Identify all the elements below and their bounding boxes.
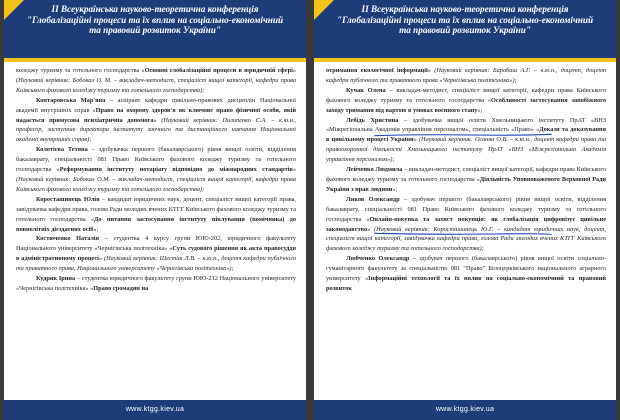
bold-text: Коросташинець Юлія [36, 195, 100, 203]
bold-text: Контаровська Мар'яна [36, 96, 106, 104]
header-line-1: II Всеукраїнська науково-теоретична конференція [361, 4, 569, 14]
bold-text: Лебідь Христина [346, 116, 399, 124]
header-accent [314, 0, 334, 20]
conference-header [314, 0, 616, 58]
bold-text: Кудрик Ірина [36, 275, 76, 283]
participant-entry [326, 86, 606, 116]
italic-text: (Науковий керівник: Оганян О.В. – к.ю.н., доцент кафедри права та правоохоронної діяльності Хмельницького інституту ПрАТ «ВНЗ «Міжрегіональна Академія управління персоналом»); [326, 136, 606, 164]
italic-text: (Науковий керівник: Пилипенко С.А. – к.ю.н., професор, заступник директора інституту заочного та дистанційного навчання Національної академії внутрішніх справ); [16, 116, 296, 144]
footer-url[interactable]: www.ktgg.kiev.ua [4, 400, 306, 420]
text-run: – студентка юридичного факультету групи ЮЮ-212 Національного університету «Чернігівська політехніка» « [16, 275, 296, 292]
right-page-text [314, 62, 616, 400]
text-run: – здобувачка вищої освіти Хмельницького інституту ПрАТ «ВНЗ «Міжрегіональна Академія управління персоналом», спеціальність «Право» « [326, 116, 606, 134]
italic-text: (Науковий керівник: Бобокал О. М. – викладач-методист, спеціаліст вищої категорії, кафедри права Київського фахового коледжу туризму та готельного господарства); [16, 76, 296, 94]
bold-text: Любченко Олександр [346, 255, 410, 263]
header-accent [4, 0, 24, 20]
bold-text: Особливості застосування запобіжного заходу тримання під вартою в умовах воєнного стану [326, 96, 606, 114]
text-run: – аспірант кафедри цивільно-правових дисциплін Національної академії внутрішніх справ « [16, 96, 297, 114]
text-run: – студентка 4 курсу групи ЮЮ-202, юридичного факультету Національного університету «Чернігівська політехніка» « [16, 235, 296, 253]
pen-underline-1 [328, 133, 598, 137]
text-run: » [153, 116, 162, 124]
text-run: » [413, 136, 419, 144]
left-page [4, 0, 306, 420]
bold-text: До питання застосування інституту піклування (помічника) до повнолітніх дієздатних осіб [16, 215, 296, 233]
bold-text: Право на охорону здоров'я як ключове право фізичної особи, якій надається примусова психіатрична допомога [16, 106, 297, 124]
text-run: – викладач-методист, спеціаліст вищої категорії, кафедри права Київського фахового коледжу туризму та готельного господарства « [326, 166, 606, 183]
text-run: – викладач-методист, спеціаліст вищої категорії, кафедри права Київського фахового коледжу туризму та готельного господарства « [326, 86, 606, 104]
bold-text: Костюченко Наталія [36, 235, 100, 243]
participant-entry [16, 274, 296, 294]
bold-text: Основні глобалізаційні процеси в юридичній сфері [144, 67, 293, 74]
text-run: »; [93, 225, 99, 233]
text-run: » [367, 225, 375, 233]
participant-entry [326, 195, 606, 254]
header-line-3: та правовий розвиток України" [89, 25, 221, 35]
participant-entry [326, 116, 606, 166]
bold-text: Колотієва Тетяна [36, 146, 88, 154]
right-page [314, 0, 616, 420]
text-run: – кандидат юридичних наук, доцент, спеціаліст вищої категорії права, завідувачка кафедри права, голова Ради молодих вчених КТГГ Київського фахового коледжу туризму та готельного господарства « [16, 195, 296, 223]
text-run: коледжу туризму та готельного господарства « [16, 67, 145, 74]
participant-entry [16, 234, 296, 274]
bold-text: Онлайн-покупка та захист покупців: як глобалізація цифровізує цивільне законодавство [326, 215, 606, 233]
text-run: » [427, 67, 435, 74]
header-line-1: II Всеукраїнська науково-теоретична конференція [51, 4, 259, 14]
participant-entry [16, 96, 296, 146]
text-run: »; [392, 185, 398, 193]
text-run: » [292, 67, 296, 74]
participant-entry [16, 66, 296, 96]
bold-text: Кучак Олена [346, 86, 386, 94]
bold-text: Реформування інституту нотаріату відповідно до міжнародних стандартів [59, 166, 293, 174]
italic-text: (Науковий керівник: Барабаш А.Г. – к.ю.н., доцент, доцент кафедри публічного та приватного права «Чернігівська політехніка»); [326, 67, 607, 84]
text-run: » [292, 166, 296, 174]
italic-text: (Науковий керівник: Бобокал О.М. – викладач-методист, спеціаліст вищої категорії, кафедри права Київського фахового коледжу туризму та готельного господарства); [16, 175, 296, 193]
conference-header [4, 0, 306, 58]
bold-text: Ликов Олександр [346, 195, 400, 203]
text-run: »; [477, 106, 483, 114]
bold-text: отримання екологічної інформації [326, 67, 428, 74]
footer-url[interactable]: www.ktgg.kiev.ua [314, 400, 616, 420]
bold-text: Суть судового рішення як акта правосуддя в адміністративному процесі [16, 245, 296, 263]
header-line-3: та правовий розвиток України" [399, 25, 531, 35]
participant-entry [326, 254, 606, 294]
participant-entry [326, 66, 606, 86]
text-run: – здобувач першого (бакалаврського) рівня вищої освіти соціально-гуманітарного факультету за спеціальністю 081 "Право" Білоцерківського національного аграрного університету « [326, 255, 606, 283]
left-page-text [4, 62, 306, 400]
italic-text: (Науковий керівник: Коросташинець Ю.Г. – кандидат юридичних наук, доцент, спеціаліст вищої категорії, завідувачка кафедри права, голова Ради молодих вчених КТГГ Київського фахового коледжу туризму та готельного господарства); [326, 225, 606, 253]
participant-entry [16, 195, 296, 235]
bold-text: Докази та доказування в цивільному процесі України [326, 126, 607, 144]
bold-text: Лейченко Людмила [346, 166, 403, 174]
header-line-2: "Глобалізаційні процеси та їх вплив на соціально-економічний [336, 14, 594, 25]
pen-underline-2 [328, 232, 598, 236]
participant-entry [326, 165, 606, 195]
text-run: » [98, 255, 104, 263]
italic-text: (Науковий керівник: Шестак Л.В. – к.ю.н., доцент кафедри публічного та приватного права, Національного університету «Чернігівська політехніка»); [16, 255, 296, 273]
bold-text: Діяльність Уповноваженого Верховної Ради України з прав людини [326, 175, 607, 193]
bold-text: Інформаційні технології та їх вплив на соціально-економічний та правовий розвиток [326, 275, 606, 292]
participant-entry [16, 145, 296, 195]
header-line-2: "Глобалізаційні процеси та їх вплив на соціально-економічний [26, 14, 284, 25]
text-run: – здобувач першого (бакалаврського) рівня вищої освіти, відділення бакалаврату, спеціальності 081 Право Київського фахового коледжу туризму та готельного господарства « [326, 195, 606, 223]
text-run: – здобувачка першого (бакалаврського) рівня вищої освіти, відділення бакалаврату, спеціальності 081 Право Київського фахового коледжу туризму та готельного господарства « [16, 146, 297, 174]
bold-text: Право громадян на [93, 284, 149, 292]
